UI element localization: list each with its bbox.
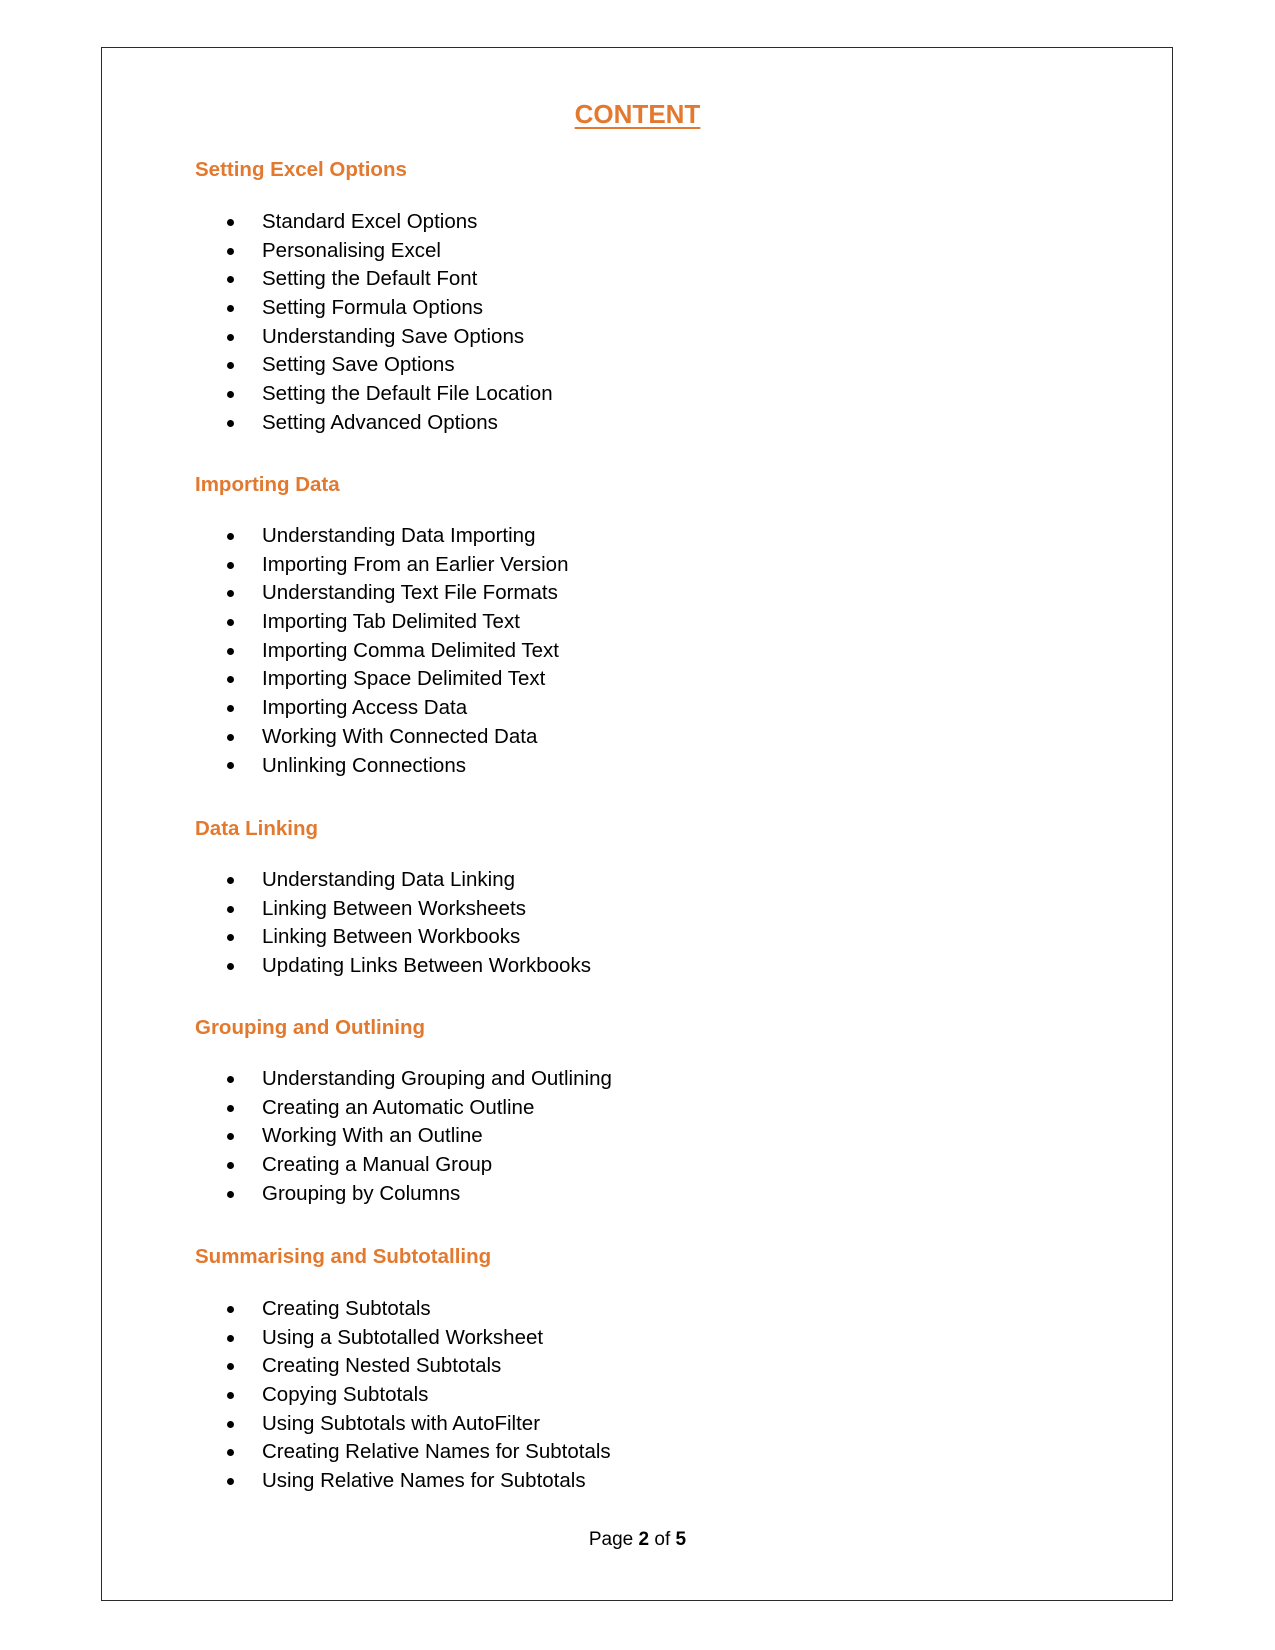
bullet-icon [227,934,234,941]
section-heading: Summarising and Subtotalling [195,1245,492,1268]
list-item [227,294,1027,323]
of-label: of [654,1529,671,1550]
bullet-icon [227,248,234,255]
bullet-list [227,1065,1027,1208]
list-item-text: Personalising Excel [262,238,441,262]
section-setting-excel-options [195,155,1095,434]
list-item-text: Linking Between Worksheets [262,896,526,920]
bullet-icon [227,1105,234,1112]
list-item-text: Understanding Text File Formats [262,581,558,605]
list-item [227,237,1027,266]
list-item [227,1324,1027,1353]
document-title: CONTENT [574,99,701,129]
list-item-text: Setting Advanced Options [262,410,498,434]
list-item-text: Understanding Grouping and Outlining [262,1067,612,1090]
bullet-icon [227,1421,234,1428]
page-label: Page [588,1529,634,1550]
list-item [227,1295,1027,1324]
bullet-icon [227,619,234,626]
list-item [227,1352,1027,1381]
list-item [227,1151,1027,1180]
list-item [227,952,1027,981]
section-heading: Grouping and Outlining [195,1016,426,1039]
bullet-icon [227,1478,234,1485]
list-item-text: Using Subtotals with AutoFilter [262,1411,541,1435]
list-item [227,723,1027,752]
list-item-text: Creating Nested Subtotals [262,1354,502,1378]
bullet-icon [227,420,234,427]
list-item [227,351,1027,380]
bullet-icon [227,1306,234,1313]
list-item [227,551,1027,580]
list-item [227,608,1027,637]
list-item [227,1410,1027,1439]
list-item-text: Creating Relative Names for Subtotals [262,1440,611,1464]
bullet-icon [227,562,234,569]
list-item [227,665,1027,694]
bullet-icon [227,705,234,712]
list-item-text: Importing Comma Delimited Text [262,638,559,662]
bullet-icon [227,1449,234,1456]
bullet-icon [227,305,234,312]
bullet-icon [227,334,234,341]
list-item [227,265,1027,294]
list-item-text: Setting the Default File Location [262,382,553,406]
list-item [227,1467,1027,1496]
list-item-text: Understanding Data Linking [262,868,515,891]
list-item [227,1180,1027,1209]
bullet-list [227,866,1027,981]
list-item [227,866,1027,895]
bullet-icon [227,590,234,597]
bullet-icon [227,676,234,683]
bullet-icon [227,963,234,970]
list-item-text: Creating an Automatic Outline [262,1095,535,1119]
bullet-icon [227,1191,234,1198]
section-summarising-and-subtotalling [195,1242,1095,1493]
bullet-icon [227,1076,234,1083]
list-item-text: Importing Tab Delimited Text [262,610,520,634]
list-item [227,923,1027,952]
section-grouping-and-outlining [195,1013,1095,1205]
list-item-text: Using Relative Names for Subtotals [262,1469,586,1493]
list-item-text: Importing From an Earlier Version [262,552,569,576]
list-item-text: Setting the Default Font [262,267,478,291]
bullet-icon [227,877,234,884]
list-item [227,522,1027,551]
list-item [227,895,1027,924]
list-item [227,1065,1027,1094]
current-page-number: 2 [638,1529,650,1550]
bullet-icon [227,533,234,540]
list-item-text: Importing Space Delimited Text [262,667,546,691]
bullet-list [227,1295,1027,1496]
bullet-icon [227,1392,234,1399]
list-item-text: Setting Save Options [262,353,455,377]
list-item-text: Updating Links Between Workbooks [262,954,591,978]
list-item-text: Grouping by Columns [262,1181,461,1205]
list-item [227,409,1027,438]
list-item-text: Working With an Outline [262,1124,483,1148]
list-item [227,1381,1027,1410]
list-item-text: Unlinking Connections [262,753,466,777]
bullet-icon [227,1162,234,1169]
list-item-text: Working With Connected Data [262,724,538,748]
list-item [227,1122,1027,1151]
list-item-text: Using a Subtotalled Worksheet [262,1325,544,1349]
bullet-icon [227,1363,234,1370]
list-item [227,323,1027,352]
list-item [227,752,1027,781]
bullet-icon [227,362,234,369]
list-item-text: Copying Subtotals [262,1383,429,1407]
section-heading: Setting Excel Options [195,158,407,181]
list-item [227,637,1027,666]
bullet-icon [227,648,234,655]
bullet-icon [227,906,234,913]
section-importing-data [195,470,1095,777]
list-item [227,208,1027,237]
list-item-text: Understanding Save Options [262,324,525,348]
bullet-icon [227,1335,234,1342]
list-item-text: Understanding Data Importing [262,524,536,547]
list-item [227,1094,1027,1123]
list-item-text: Importing Access Data [262,696,468,720]
section-heading: Data Linking [195,817,319,840]
bullet-icon [227,219,234,226]
bullet-icon [227,276,234,283]
bullet-list [227,208,1027,438]
list-item-text: Linking Between Workbooks [262,925,521,949]
list-item-text: Creating a Manual Group [262,1153,493,1177]
list-item [227,694,1027,723]
list-item-text: Setting Formula Options [262,296,484,320]
bullet-icon [227,762,234,769]
section-data-linking [195,814,1095,978]
bullet-icon [227,391,234,398]
page-footer [0,1529,1275,1551]
list-item-text: Creating Subtotals [262,1297,431,1320]
list-item [227,579,1027,608]
list-item [227,1438,1027,1467]
bullet-icon [227,734,234,741]
list-item-text: Standard Excel Options [262,210,478,233]
bullet-list [227,522,1027,780]
list-item [227,380,1027,409]
bullet-icon [227,1133,234,1140]
total-pages-number: 5 [675,1529,687,1550]
section-heading: Importing Data [195,473,340,496]
